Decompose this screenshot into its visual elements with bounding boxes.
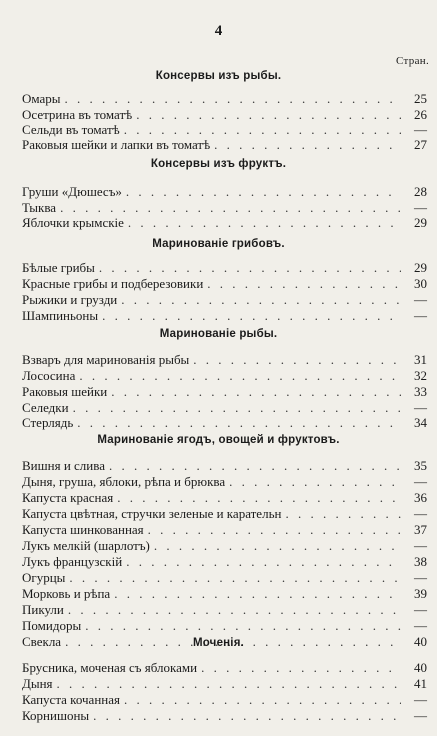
- entry-page-number: 35: [414, 458, 427, 473]
- toc-entry: [22, 570, 427, 586]
- entry-page-number: 40: [414, 660, 427, 675]
- toc-entry: [22, 91, 427, 107]
- toc-entry: [22, 184, 427, 200]
- entry-page-number: 28: [414, 184, 427, 199]
- toc-entry: [22, 474, 427, 490]
- entry-name: Свекла: [22, 634, 62, 649]
- entry-name: Бѣлые грибы: [22, 260, 95, 275]
- toc-entry: [22, 602, 427, 618]
- dot-leader: [128, 215, 401, 231]
- section-title: Маринованіе ягодъ, овощей и фруктовъ.: [97, 434, 340, 446]
- dot-leader: [117, 490, 401, 506]
- entry-name: Лукъ мелкій (шарлотъ): [22, 538, 150, 553]
- dot-leader: [79, 368, 401, 384]
- toc-entry: [22, 122, 427, 138]
- entry-name: Тыква: [22, 200, 57, 215]
- entry-page-number: —: [414, 122, 427, 137]
- toc-entry: [22, 708, 427, 724]
- entry-name: Пикули: [22, 602, 64, 617]
- toc-entry: [22, 137, 427, 153]
- entry-page-number: 37: [414, 522, 427, 537]
- dot-leader: [136, 107, 401, 123]
- dot-leader: [214, 137, 401, 153]
- dot-leader: [201, 660, 401, 676]
- entry-name: Селедки: [22, 400, 69, 415]
- dot-leader: [126, 554, 401, 570]
- toc-entry: [22, 215, 427, 231]
- toc-entry: [22, 107, 427, 123]
- entry-name: Капуста кочанная: [22, 692, 120, 707]
- entry-name: Лукъ французскій: [22, 554, 123, 569]
- dot-leader: [73, 400, 401, 416]
- dot-leader: [193, 352, 401, 368]
- entry-page-number: 39: [414, 586, 427, 601]
- entry-name: Капуста шинкованная: [22, 522, 144, 537]
- toc-entry: [22, 586, 427, 602]
- toc-entry: [22, 276, 427, 292]
- toc-entry: [22, 490, 427, 506]
- entry-name: Дыня: [22, 676, 53, 691]
- dot-leader: [68, 602, 401, 618]
- toc-entry: [22, 554, 427, 570]
- entry-page-number: —: [414, 292, 427, 307]
- entry-page-number: 41: [414, 676, 427, 691]
- entry-page-number: 26: [414, 107, 427, 122]
- dot-leader: [148, 522, 401, 538]
- entry-page-number: —: [414, 474, 427, 489]
- toc-entry: [22, 368, 427, 384]
- entry-name: Сельди въ томатѣ: [22, 122, 120, 137]
- page-column-label: Стран.: [396, 55, 429, 67]
- toc-entry: [22, 384, 427, 400]
- entry-page-number: —: [414, 200, 427, 215]
- toc-entry: [22, 400, 427, 416]
- entry-name: Осетрина въ томатѣ: [22, 107, 133, 122]
- entry-page-number: 38: [414, 554, 427, 569]
- entry-name: Брусника, моченая съ яблоками: [22, 660, 198, 675]
- entry-page-number: 29: [414, 260, 427, 275]
- toc-entry: [22, 352, 427, 368]
- section-title: Маринованіе грибовъ.: [152, 238, 285, 250]
- page-number: 4: [214, 23, 223, 39]
- toc-entry: [22, 522, 427, 538]
- dot-leader: [60, 200, 401, 216]
- entry-name: Капуста цвѣтная, стручки зеленые и карательн: [22, 506, 282, 521]
- section-title: Маринованіе рыбы.: [159, 328, 278, 340]
- entry-name: Огурцы: [22, 570, 66, 585]
- toc-entry: [22, 676, 427, 692]
- section-title: Консервы изъ фруктъ.: [150, 158, 287, 170]
- entry-page-number: 30: [414, 276, 427, 291]
- entry-page-number: 34: [414, 415, 427, 430]
- toc-entry: [22, 618, 427, 634]
- entry-name: Помидоры: [22, 618, 82, 633]
- dot-leader: [69, 570, 401, 586]
- entry-page-number: 31: [414, 352, 427, 367]
- entry-page-number: —: [414, 538, 427, 553]
- entry-page-number: 27: [414, 137, 427, 152]
- entry-name: Капуста красная: [22, 490, 114, 505]
- entry-page-number: 32: [414, 368, 427, 383]
- entry-page-number: —: [414, 692, 427, 707]
- toc-entry: [22, 506, 427, 522]
- entry-page-number: —: [414, 708, 427, 723]
- toc-entry: [22, 260, 427, 276]
- dot-leader: [124, 122, 401, 138]
- toc-entry: [22, 308, 427, 324]
- entry-name: Дыня, груша, яблоки, рѣпа и брюква: [22, 474, 226, 489]
- entry-name: Раковыя шейки и лапки въ томатѣ: [22, 137, 211, 152]
- entry-name: Шампиньоны: [22, 308, 99, 323]
- toc-entry: [22, 200, 427, 216]
- section-title: Консервы изъ рыбы.: [155, 70, 282, 82]
- entry-page-number: —: [414, 570, 427, 585]
- entry-name: Яблочки крымскіе: [22, 215, 124, 230]
- entry-name: Красные грибы и подберезовики: [22, 276, 204, 291]
- dot-leader: [93, 708, 401, 724]
- dot-leader: [57, 676, 401, 692]
- entry-name: Лососина: [22, 368, 76, 383]
- dot-leader: [65, 91, 401, 107]
- dot-leader: [154, 538, 401, 554]
- entry-page-number: 33: [414, 384, 427, 399]
- toc-entry: [22, 415, 427, 431]
- entry-page-number: —: [414, 308, 427, 323]
- dot-leader: [124, 692, 401, 708]
- entry-page-number: —: [414, 400, 427, 415]
- toc-entry: [22, 458, 427, 474]
- dot-leader: [77, 415, 401, 431]
- entry-name: Груши «Дюшесъ»: [22, 184, 122, 199]
- dot-leader: [111, 384, 401, 400]
- dot-leader: [99, 260, 401, 276]
- section-title: Моченія.: [192, 637, 245, 649]
- entry-page-number: —: [414, 618, 427, 633]
- entry-page-number: 40: [414, 634, 427, 649]
- entry-page-number: 29: [414, 215, 427, 230]
- entry-name: Корнишоны: [22, 708, 90, 723]
- entry-page-number: 36: [414, 490, 427, 505]
- dot-leader: [121, 292, 401, 308]
- dot-leader: [85, 618, 401, 634]
- toc-entry: [22, 660, 427, 676]
- dot-leader: [102, 308, 401, 324]
- toc-entry: [22, 292, 427, 308]
- entry-page-number: 25: [414, 91, 427, 106]
- dot-leader: [109, 458, 401, 474]
- entry-name: Взваръ для маринованія рыбы: [22, 352, 190, 367]
- entry-name: Рыжики и грузди: [22, 292, 118, 307]
- entry-page-number: —: [414, 506, 427, 521]
- entry-name: Стерлядь: [22, 415, 74, 430]
- entry-name: Омары: [22, 91, 61, 106]
- entry-name: Вишня и слива: [22, 458, 105, 473]
- entry-name: Раковыя шейки: [22, 384, 108, 399]
- toc-entry: [22, 538, 427, 554]
- toc-entry: [22, 692, 427, 708]
- dot-leader: [285, 506, 401, 522]
- dot-leader: [114, 586, 401, 602]
- dot-leader: [207, 276, 401, 292]
- entry-name: Морковь и рѣпа: [22, 586, 111, 601]
- dot-leader: [126, 184, 401, 200]
- entry-page-number: —: [414, 602, 427, 617]
- dot-leader: [229, 474, 401, 490]
